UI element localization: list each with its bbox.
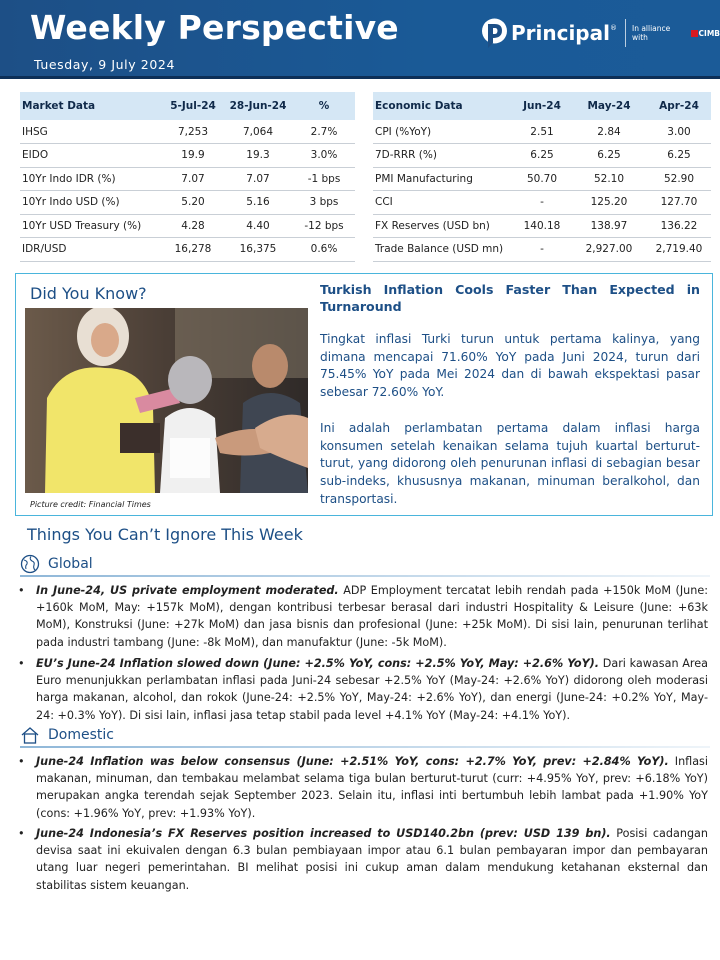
table-cell: 6.25 bbox=[571, 144, 647, 168]
section-label: Global bbox=[48, 556, 93, 572]
table-cell: -12 bps bbox=[293, 214, 355, 238]
row-label: IDR/USD bbox=[20, 238, 163, 262]
table-cell: 2.51 bbox=[513, 120, 571, 144]
table-row bbox=[373, 120, 711, 144]
brand-logo bbox=[481, 16, 720, 50]
bullet-icon: • bbox=[18, 827, 25, 840]
row-label: Trade Balance (USD mn) bbox=[373, 238, 513, 262]
column-header: May-24 bbox=[571, 92, 647, 120]
section-global bbox=[20, 554, 93, 574]
table-cell: 4.40 bbox=[223, 214, 293, 238]
market-data-table bbox=[20, 92, 355, 262]
table-cell: 3.0% bbox=[293, 144, 355, 168]
things-heading: Things You Can’t Ignore This Week bbox=[27, 525, 303, 544]
publication-date: Tuesday, 9 July 2024 bbox=[34, 57, 175, 72]
logo-divider bbox=[625, 19, 626, 47]
story-paragraph: Ini adalah perlambatan pertama dalam inflasi harga konsumen setelah kenaikan selama tujuh kuartal berturut-turut, yang didorong oleh penurunan inflasi di sebagian besar sub-indeks, khususnya makanan, minuman beralkohol, dan transportasi. bbox=[320, 421, 700, 506]
principal-logo-icon bbox=[481, 18, 508, 49]
page-title: Weekly Perspective bbox=[30, 8, 399, 47]
table-cell: 2.84 bbox=[571, 120, 647, 144]
table-row bbox=[373, 191, 711, 215]
table-cell: 7,253 bbox=[163, 120, 223, 144]
bullet-lead: June-24 Inflation was below consensus (June: +2.51% YoY, cons: +2.7% YoY, prev: +2.84% YoY). bbox=[36, 755, 669, 768]
bullet-text: Inflasi makanan, minuman, dan tembakau melambat selama tiga bulan berturut-turut (curr: +4.95% YoY, prev: +6.18% YoY) merupakan angka terendah sejak September 2023. Selain itu, inflasi inti bertumbuh lebih lambat pada +1.90% YoY (cons: +1.96% YoY, prev: +1.93% YoY). bbox=[36, 755, 708, 820]
row-label: PMI Manufacturing bbox=[373, 167, 513, 191]
table-cell: -1 bps bbox=[293, 167, 355, 191]
table-cell: 5.20 bbox=[163, 191, 223, 215]
column-header: 28-Jun-24 bbox=[223, 92, 293, 120]
row-label: CPI (%YoY) bbox=[373, 120, 513, 144]
table-row bbox=[373, 144, 711, 168]
bullet-icon: • bbox=[18, 584, 25, 597]
table-cell: 19.9 bbox=[163, 144, 223, 168]
bullet-text: Dari kawasan Area Euro menunjukkan perlambatan inflasi pada Juni-24 sebesar +2.5% YoY (May-24: +2.6% YoY) didorong oleh moderasi harga makanan, alcohol, dan rokok (June-24: +2.5% YoY, May-24: +2.6% YoY), dan energi (June-24: +0.2% YoY, May-24: +0.3% YoY). Di sisi lain, inflasi jasa tetap stabil pada level +4.1% YoY (May-24: +4.1% YoY). bbox=[36, 657, 708, 722]
table-row bbox=[373, 214, 711, 238]
bullet-text: Posisi cadangan devisa saat ini ekuivalen dengan 6.3 bulan pembiayaan impor atau 6.1 bulan pembayaran impor dan pembayaran utang luar negeri pemerintahan. BI melihat posisi ini cukup aman dalam mendukung ketahanan eksternal dan stabilitas sistem keuangan. bbox=[36, 827, 708, 892]
photo-illustration bbox=[25, 308, 308, 493]
table-row bbox=[20, 238, 355, 262]
row-label: 7D-RRR (%) bbox=[373, 144, 513, 168]
bullet-lead: June-24 Indonesia’s FX Reserves position increased to USD140.2bn (prev: USD 139 bn). bbox=[36, 827, 611, 840]
header-rule bbox=[0, 76, 720, 79]
table-cell: 16,375 bbox=[223, 238, 293, 262]
table-cell: 2,927.00 bbox=[571, 238, 647, 262]
table-cell: 127.70 bbox=[647, 191, 711, 215]
table-cell: 6.25 bbox=[647, 144, 711, 168]
section-divider bbox=[20, 575, 710, 577]
row-label: 10Yr USD Treasury (%) bbox=[20, 214, 163, 238]
section-domestic bbox=[20, 725, 114, 745]
partner-name: CIMB bbox=[698, 28, 720, 38]
table-row bbox=[20, 191, 355, 215]
alliance-text: In alliance with bbox=[631, 24, 671, 42]
table-cell: 5.16 bbox=[223, 191, 293, 215]
table-cell: 52.10 bbox=[571, 167, 647, 191]
table-cell: 4.28 bbox=[163, 214, 223, 238]
section-label: Domestic bbox=[48, 727, 114, 743]
row-label: EIDO bbox=[20, 144, 163, 168]
column-header: Jun-24 bbox=[513, 92, 571, 120]
bullet-lead: In June-24, US private employment moderated. bbox=[36, 584, 339, 597]
list-item bbox=[18, 655, 708, 724]
story-title: Turkish Inflation Cools Faster Than Expected in Turnaround bbox=[320, 282, 700, 314]
row-label: IHSG bbox=[20, 120, 163, 144]
column-header: Economic Data bbox=[373, 92, 513, 120]
section-divider bbox=[20, 746, 710, 748]
table-cell: 138.97 bbox=[571, 214, 647, 238]
table-cell: 0.6% bbox=[293, 238, 355, 262]
row-label: CCI bbox=[373, 191, 513, 215]
photo-credit: Picture credit: Financial Times bbox=[30, 500, 151, 509]
story-paragraph: Tingkat inflasi Turki turun untuk pertama kalinya, yang dimana mencapai 71.60% YoY pada Juni 2024, turun dari 75.45% YoY pada Mei 2024 dan di bawah ekspektasi pasar sebesar 72.60% YoY. bbox=[320, 332, 700, 400]
bullet-icon: • bbox=[18, 755, 25, 768]
market-photo bbox=[25, 308, 308, 493]
bullet-lead: EU’s June-24 Inflation slowed down (June: +2.5% YoY, cons: +2.5% YoY, May: +2.6% YoY). bbox=[36, 657, 600, 670]
globe-icon bbox=[20, 554, 40, 574]
house-icon bbox=[20, 725, 40, 745]
table-cell: - bbox=[513, 191, 571, 215]
column-header: % bbox=[293, 92, 355, 120]
table-cell: 140.18 bbox=[513, 214, 571, 238]
table-cell: 7.07 bbox=[163, 167, 223, 191]
table-row bbox=[20, 167, 355, 191]
row-label: FX Reserves (USD bn) bbox=[373, 214, 513, 238]
did-you-know-heading: Did You Know? bbox=[30, 284, 147, 303]
table-row bbox=[373, 167, 711, 191]
table-row bbox=[20, 120, 355, 144]
list-item bbox=[18, 753, 708, 822]
table-cell: - bbox=[513, 238, 571, 262]
table-cell: 52.90 bbox=[647, 167, 711, 191]
table-cell: 136.22 bbox=[647, 214, 711, 238]
economic-data-table bbox=[373, 92, 711, 262]
column-header: Apr-24 bbox=[647, 92, 711, 120]
table-cell: 3.00 bbox=[647, 120, 711, 144]
table-cell: 16,278 bbox=[163, 238, 223, 262]
table-header-row bbox=[20, 92, 355, 120]
table-cell: 19.3 bbox=[223, 144, 293, 168]
row-label: 10Yr Indo USD (%) bbox=[20, 191, 163, 215]
table-cell: 7.07 bbox=[223, 167, 293, 191]
table-cell: 6.25 bbox=[513, 144, 571, 168]
bullet-icon: • bbox=[18, 657, 25, 670]
row-label: 10Yr Indo IDR (%) bbox=[20, 167, 163, 191]
column-header: Market Data bbox=[20, 92, 163, 120]
bullet-text: ADP Employment tercatat lebih rendah pada +150k MoM (June: +160k MoM, May: +157k MoM), dengan kontribusi terbesar berasal dari industri Hospitality & Leisure (June: +63k MoM), Konstruksi (June: +27k MoM) dan jasa bisnis dan profesional (June: +25k MoM). Di sisi lain, penurunan terlihat pada industri tambang (June: -8k MoM), dan manufaktur (June: -5k MoM). bbox=[36, 584, 708, 649]
table-cell: 125.20 bbox=[571, 191, 647, 215]
table-cell: 2,719.40 bbox=[647, 238, 711, 262]
table-row bbox=[373, 238, 711, 262]
list-item bbox=[18, 825, 708, 894]
table-cell: 7,064 bbox=[223, 120, 293, 144]
logo-name: Principal bbox=[510, 21, 610, 45]
column-header: 5-Jul-24 bbox=[163, 92, 223, 120]
table-row bbox=[20, 214, 355, 238]
registered-mark: ® bbox=[609, 24, 617, 32]
table-cell: 2.7% bbox=[293, 120, 355, 144]
list-item bbox=[18, 582, 708, 651]
table-row bbox=[20, 144, 355, 168]
cimb-icon bbox=[691, 30, 698, 37]
table-cell: 50.70 bbox=[513, 167, 571, 191]
table-header-row bbox=[373, 92, 711, 120]
table-cell: 3 bps bbox=[293, 191, 355, 215]
